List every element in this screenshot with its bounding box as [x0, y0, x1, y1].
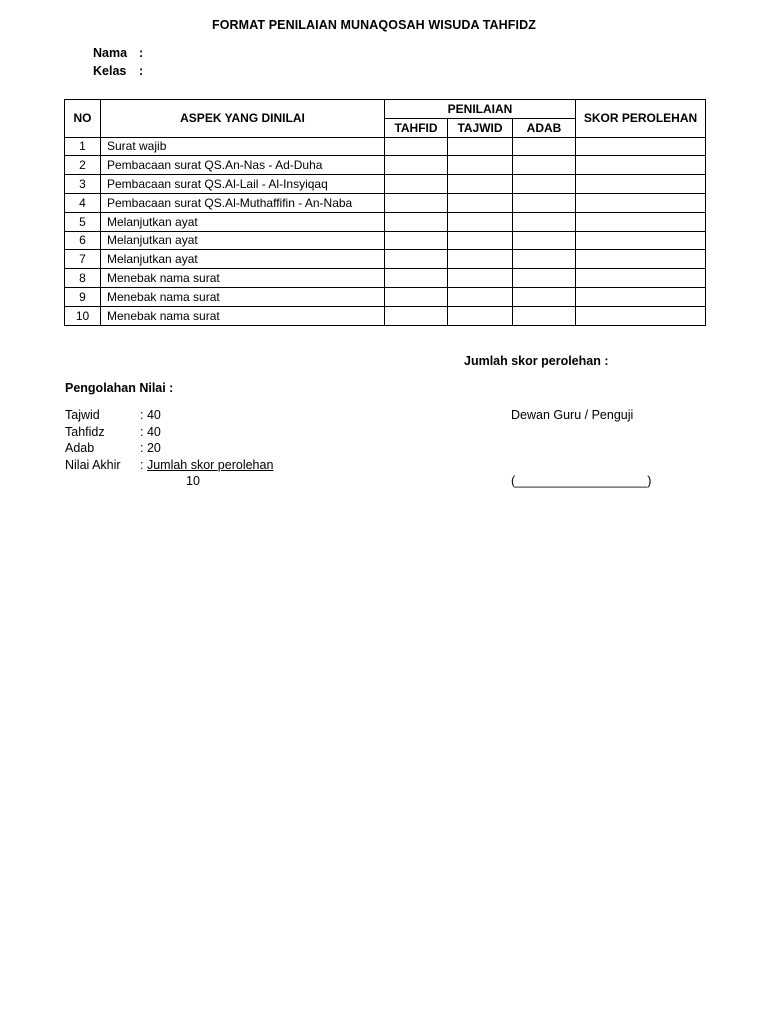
cell-tajwid	[448, 137, 513, 156]
identity-kelas-separator: :	[139, 64, 144, 78]
header-aspek: ASPEK YANG DINILAI	[101, 100, 385, 138]
identity-kelas-row	[93, 64, 143, 78]
cell-adab	[513, 269, 576, 288]
cell-adab	[513, 306, 576, 325]
identity-nama-row	[93, 46, 143, 60]
row-number: 10	[65, 306, 101, 325]
cell-tajwid	[448, 269, 513, 288]
signature-line: (___________________)	[511, 474, 652, 488]
score-line-tahfidz	[65, 425, 161, 439]
identity-nama-separator: :	[139, 46, 144, 60]
identity-kelas-label: Kelas	[93, 64, 127, 78]
header-penilaian: PENILAIAN	[385, 100, 576, 119]
table-row	[65, 250, 706, 269]
row-number: 4	[65, 193, 101, 212]
cell-tahfid	[385, 193, 448, 212]
cell-tajwid	[448, 287, 513, 306]
cell-skor	[576, 156, 706, 175]
cell-tahfid	[385, 231, 448, 250]
cell-tahfid	[385, 269, 448, 288]
cell-skor	[576, 193, 706, 212]
cell-tahfid	[385, 306, 448, 325]
header-tajwid: TAJWID	[448, 118, 513, 137]
row-number: 7	[65, 250, 101, 269]
row-aspek: Surat wajib	[101, 137, 385, 156]
row-aspek: Menebak nama surat	[101, 287, 385, 306]
cell-tahfid	[385, 137, 448, 156]
cell-tahfid	[385, 175, 448, 194]
cell-adab	[513, 156, 576, 175]
score-line-adab	[65, 441, 161, 455]
row-number: 3	[65, 175, 101, 194]
row-number: 2	[65, 156, 101, 175]
cell-skor	[576, 306, 706, 325]
score-line-tajwid	[65, 408, 161, 422]
document-title: FORMAT PENILAIAN MUNAQOSAH WISUDA TAHFIDZ	[212, 18, 536, 32]
cell-skor	[576, 287, 706, 306]
identity-nama-label: Nama	[93, 46, 128, 60]
score-key: Tahfidz	[65, 425, 105, 439]
score-value: : 20	[140, 441, 161, 455]
total-score-label: Jumlah skor perolehan :	[464, 354, 609, 368]
cell-adab	[513, 287, 576, 306]
cell-skor	[576, 250, 706, 269]
table-row	[65, 306, 706, 325]
score-key: Tajwid	[65, 408, 100, 422]
cell-tajwid	[448, 306, 513, 325]
cell-skor	[576, 212, 706, 231]
score-value: : 40	[140, 425, 161, 439]
row-number: 9	[65, 287, 101, 306]
cell-skor	[576, 269, 706, 288]
cell-skor	[576, 231, 706, 250]
examiner-title: Dewan Guru / Penguji	[511, 408, 634, 422]
row-aspek: Melanjutkan ayat	[101, 231, 385, 250]
cell-tahfid	[385, 250, 448, 269]
cell-adab	[513, 137, 576, 156]
cell-adab	[513, 231, 576, 250]
cell-skor	[576, 137, 706, 156]
table-row	[65, 269, 706, 288]
table-row	[65, 231, 706, 250]
table-row	[65, 212, 706, 231]
cell-adab	[513, 193, 576, 212]
row-aspek: Pembacaan surat QS.An-Nas - Ad-Duha	[101, 156, 385, 175]
cell-tajwid	[448, 193, 513, 212]
score-line-nilai-akhir	[65, 458, 273, 472]
cell-tahfid	[385, 156, 448, 175]
row-number: 5	[65, 212, 101, 231]
cell-tajwid	[448, 156, 513, 175]
score-key: Adab	[65, 441, 95, 455]
row-number: 1	[65, 137, 101, 156]
header-skor-perolehan: SKOR PEROLEHAN	[576, 100, 706, 138]
cell-tajwid	[448, 175, 513, 194]
row-aspek: Melanjutkan ayat	[101, 250, 385, 269]
row-aspek: Pembacaan surat QS.Al-Lail - Al-Insyiqaq	[101, 175, 385, 194]
cell-adab	[513, 212, 576, 231]
row-number: 8	[65, 269, 101, 288]
cell-tahfid	[385, 287, 448, 306]
table-row	[65, 137, 706, 156]
row-aspek: Melanjutkan ayat	[101, 212, 385, 231]
score-value-prefix: :	[140, 458, 147, 472]
cell-tajwid	[448, 250, 513, 269]
score-formula-numerator: Jumlah skor perolehan	[146, 458, 274, 472]
row-aspek: Menebak nama surat	[101, 306, 385, 325]
table-row	[65, 287, 706, 306]
score-value: : 40	[140, 408, 161, 422]
header-adab: ADAB	[513, 118, 576, 137]
cell-tajwid	[448, 212, 513, 231]
assessment-table	[64, 99, 706, 326]
cell-tahfid	[385, 212, 448, 231]
header-no: NO	[65, 100, 101, 138]
cell-adab	[513, 175, 576, 194]
score-processing-heading: Pengolahan Nilai :	[65, 381, 174, 395]
score-key: Nilai Akhir	[65, 458, 121, 472]
cell-adab	[513, 250, 576, 269]
table-row	[65, 175, 706, 194]
table-row	[65, 156, 706, 175]
cell-tajwid	[448, 231, 513, 250]
table-row	[65, 193, 706, 212]
header-tahfid: TAHFID	[385, 118, 448, 137]
cell-skor	[576, 175, 706, 194]
row-number: 6	[65, 231, 101, 250]
row-aspek: Pembacaan surat QS.Al-Muthaffifin - An-Naba	[101, 193, 385, 212]
score-formula-denominator: 10	[186, 474, 200, 488]
row-aspek: Menebak nama surat	[101, 269, 385, 288]
